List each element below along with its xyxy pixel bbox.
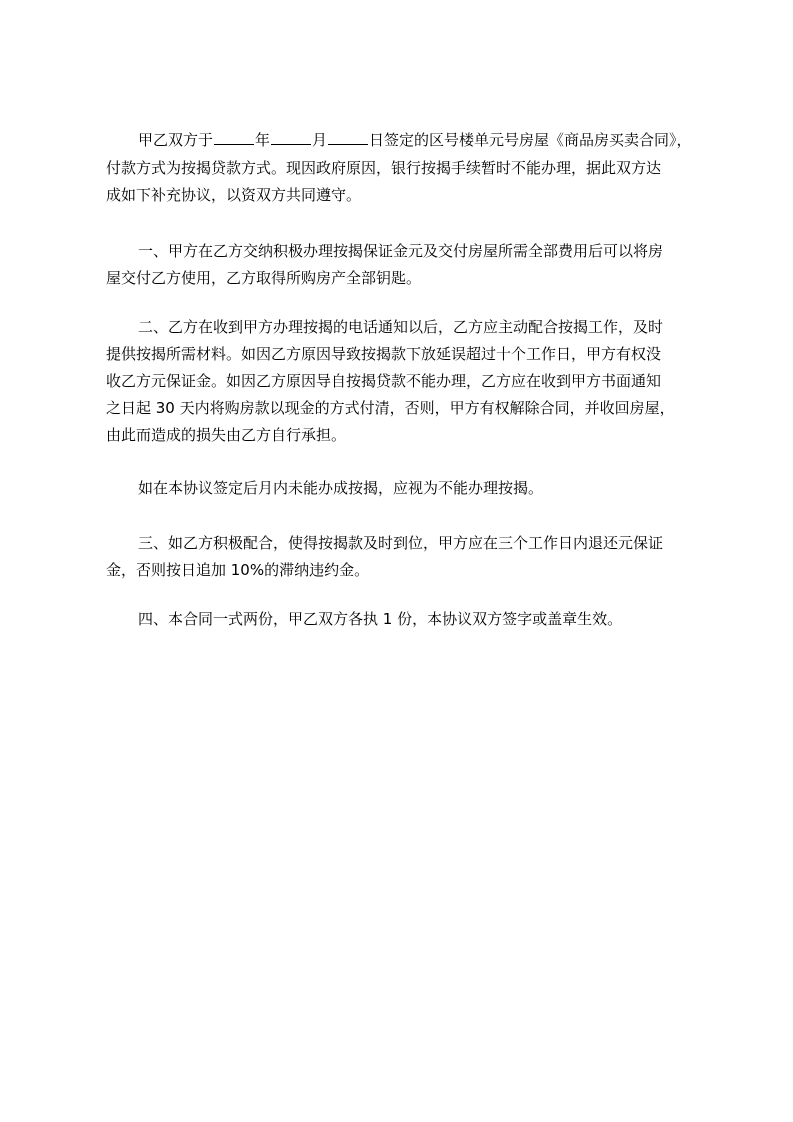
clause-1-line-1: 一、甲方在乙方交纳积极办理按揭保证金元及交付房屋所需全部费用后可以将房 <box>138 242 664 260</box>
intro-text-d: 日签定的区号楼单元号房屋《商品房买卖合同》， <box>369 131 692 149</box>
intro-text-b: 年 <box>255 131 271 149</box>
clause-1-line-2: 屋交付乙方使用，乙方取得所购房产全部钥匙。 <box>106 269 422 287</box>
clause-2-line-5: 由此而造成的损失由乙方自行承担。 <box>106 426 347 444</box>
year-blank <box>214 129 254 145</box>
clause-3-line-2: 金，否则按日追加 10%的滞纳违约金。 <box>106 561 370 579</box>
note-line-1: 如在本协议签定后月内未能办成按揭，应视为不能办理按揭。 <box>138 479 544 497</box>
month-blank <box>271 129 311 145</box>
clause-2-line-2: 提供按揭所需材料。如因乙方原因导致按揭款下放延误超过十个工作日，甲方有权没 <box>106 345 662 363</box>
intro-line-1 <box>138 129 692 150</box>
clause-4-line-1: 四、本合同一式两份，甲乙双方各执 1 份，本协议双方签字或盖章生效。 <box>138 610 623 628</box>
intro-text-c: 月 <box>312 131 328 149</box>
clause-2-line-3: 收乙方元保证金。如因乙方原因导自按揭贷款不能办理，乙方应在收到甲方书面通知 <box>106 372 662 390</box>
clause-2-line-4: 之日起 30 天内将购房款以现金的方式付清，否则，甲方有权解除合同，并收回房屋， <box>106 399 675 417</box>
intro-line-2: 付款方式为按揭贷款方式。现因政府原因，银行按揭手续暂时不能办理，据此双方达 <box>106 159 662 177</box>
clause-2-line-1: 二、乙方在收到甲方办理按揭的电话通知以后，乙方应主动配合按揭工作，及时 <box>138 318 664 336</box>
day-blank <box>328 129 368 145</box>
intro-text-a: 甲乙双方于 <box>138 131 214 149</box>
intro-line-3: 成如下补充协议，以资双方共同遵守。 <box>106 186 362 204</box>
clause-3-line-1: 三、如乙方积极配合，使得按揭款及时到位，甲方应在三个工作日内退还元保证 <box>138 534 664 552</box>
